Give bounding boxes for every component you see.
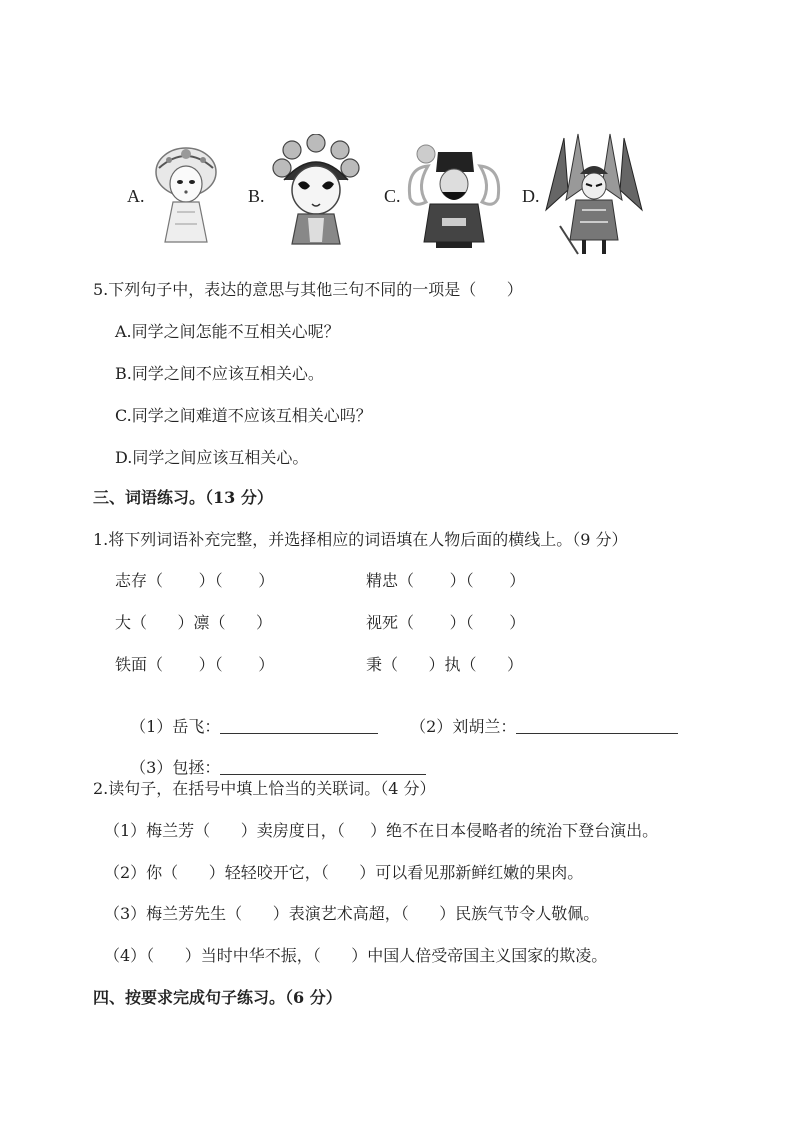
word-blank-6: 秉（ ）执（ ） [366, 655, 524, 674]
answer-line-baozheng[interactable] [220, 758, 426, 775]
conjunction-item-3: （3）梅兰芳先生（ ）表演艺术高超，（ ）民族气节令人敬佩。 [104, 904, 600, 923]
word-blank-4: 视死（ ）（ ） [366, 613, 526, 632]
option-c-label: C. [384, 186, 401, 206]
word-blank-3: 大（ ）凛（ ） [115, 613, 273, 632]
q5-option-b: B.同学之间不应该互相关心。 [115, 364, 324, 383]
conjunction-item-4: （4）（ ）当时中华不振，（ ）中国人倍受帝国主义国家的欺凌。 [104, 946, 608, 965]
s3-q1-stem: 1.将下列词语补充完整，并选择相应的词语填在人物后面的横线上。（9 分） [93, 530, 628, 549]
q5-option-c: C.同学之间难道不应该互相关心吗？ [115, 406, 372, 425]
person-baozheng-label: （3）包拯： [130, 758, 221, 777]
q5-option-d: D.同学之间应该互相关心。 [115, 448, 309, 467]
person-yuefei-label: （1）岳飞： [130, 717, 221, 736]
q5-option-a: A.同学之间怎能不互相关心呢？ [115, 322, 340, 341]
conjunction-item-1: （1）梅兰芳（ ）卖房度日，（ ）绝不在日本侵略者的统治下登台演出。 [104, 821, 659, 840]
word-blank-2: 精忠（ ）（ ） [366, 571, 526, 590]
s3-q2-stem: 2.读句子，在括号中填上恰当的关联词。（4 分） [93, 779, 436, 798]
q5-stem: 5.下列句子中，表达的意思与其他三句不同的一项是（ ） [93, 280, 523, 299]
section4-heading: 四、按要求完成句子练习。（6 分） [93, 988, 342, 1007]
opera-figure-dan-crown-icon [268, 134, 364, 246]
word-blank-5: 铁面（ ）（ ） [115, 655, 275, 674]
person-yuefei [120, 697, 378, 737]
word-blank-1: 志存（ ）（ ） [115, 571, 275, 590]
person-baozheng [120, 738, 426, 778]
option-d-label: D. [522, 186, 540, 206]
option-a-label: A. [127, 186, 145, 206]
conjunction-item-2: （2）你（ ）轻轻咬开它，（ ）可以看见那新鲜红嫩的果肉。 [104, 863, 584, 882]
opera-figure-general-flags-icon [544, 130, 644, 256]
opera-figure-dan-icon [147, 142, 225, 246]
answer-line-yuefei[interactable] [220, 717, 378, 734]
answer-line-liuhulan[interactable] [516, 717, 678, 734]
option-b-label: B. [248, 186, 265, 206]
person-liuhulan-label: （2）刘胡兰： [410, 717, 517, 736]
person-liuhulan [400, 697, 678, 737]
opera-figure-official-icon [402, 138, 506, 250]
section3-heading: 三、词语练习。（13 分） [93, 488, 273, 507]
